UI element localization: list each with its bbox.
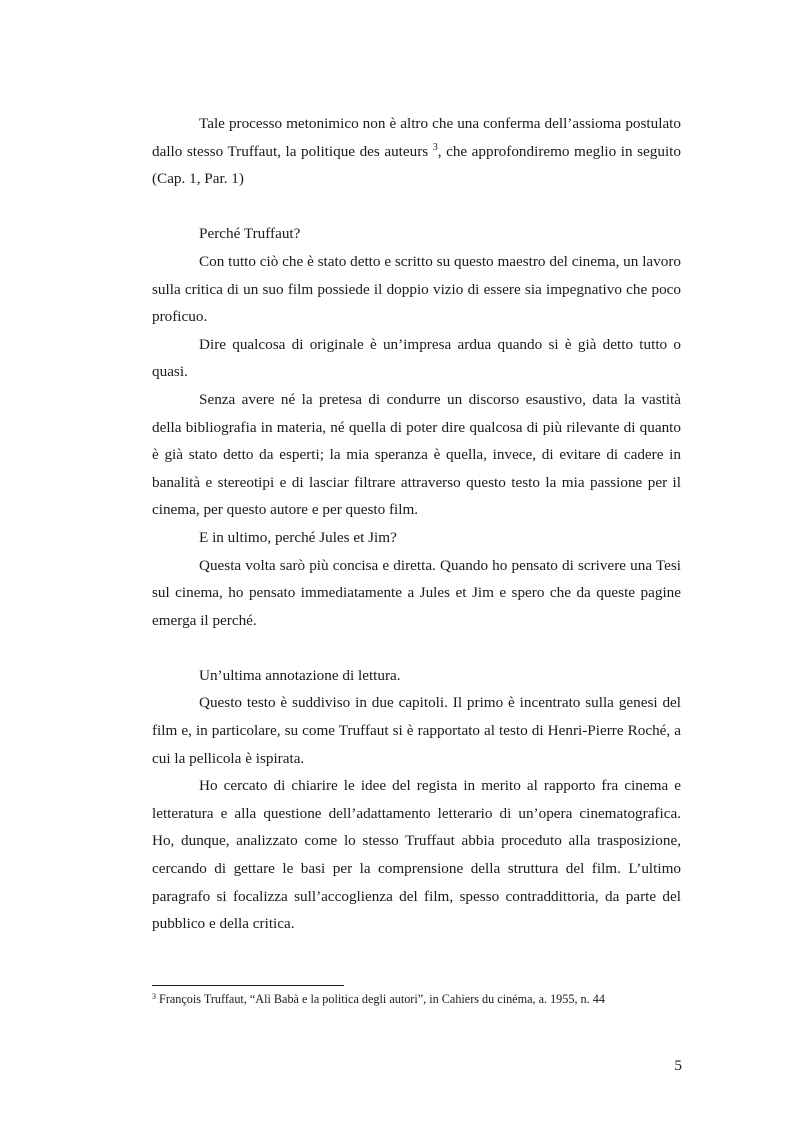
paragraph-metonymic-process: Tale processo metonimico non è altro che una conferma dell’assioma postulato dallo stesso Truffaut, la politique des auteurs $^3$, che approfondiremo meglio in seguito (Cap. 1, Par. 1) <box>152 115 681 188</box>
paragraph-why-jules-et-jim: E in ultimo, perché Jules et Jim? <box>199 528 397 546</box>
paragraph-originality: Dire qualcosa di originale è un’impresa ardua quando si è già detto tutto o quasi. <box>152 335 681 381</box>
paragraph-thesis-choice: Questa volta sarò più concisa e diretta. Quando ho pensato di scrivere una Tesi sul cinema, ho pensato immediatamente a Jules et Jim e spero che da queste pagine emerga il perché. <box>152 556 681 629</box>
paragraph-hope: Senza avere né la pretesa di condurre un discorso esaustivo, data la vastità della bibliografia in materia, né quella di poter dire qualcosa di più rilevante di quanto è già stato detto da esperti; la mia speranza è quella, invece, di evitare di cadere in banalità e stereotipi e di lasciar filtrare attraverso questo testo la mia passione per il cinema, per questo autore e per questo film. <box>152 390 681 519</box>
footnote-text: François Truffaut, “Alì Babà e la politica degli autori”, in Cahiers du cinéma, a. 1955, n. 44 <box>156 992 605 1006</box>
paragraph-two-chapters: Questo testo è suddiviso in due capitoli. Il primo è incentrato sulla genesi del film e, in particolare, su come Truffaut si è rapportato al testo di Henri-Pierre Roché, a cui la pellicola è ispirata. <box>152 694 681 767</box>
paragraph-director-ideas: Ho cercato di chiarire le idee del regista in merito al rapporto fra cinema e letteratura e alla questione dell’adattamento letterario di un’opera cinematografica. Ho, dunque, analizzato come lo stesso Truffaut abbia proceduto alla trasposizione, cercando di gettare le basi per la comprensione della struttura del film. L’ultimo paragrafo si focalizza sull’accoglienza del film, spesso contraddittoria, da parte del pubblico e della critica. <box>152 777 681 933</box>
paragraph-reading-note: Un’ultima annotazione di lettura. <box>199 666 401 684</box>
footnote <box>152 991 692 1007</box>
paragraph-why-truffaut: Perché Truffaut? <box>199 225 301 243</box>
page-number: 5 <box>674 1057 682 1074</box>
footnote-reference[interactable]: 3 <box>432 141 438 153</box>
footnote-divider <box>152 985 344 986</box>
footnote-number: 3 <box>152 992 156 1001</box>
paragraph-critique-work: Con tutto ciò che è stato detto e scritto su questo maestro del cinema, un lavoro sulla critica di un suo film possiede il doppio vizio di essere sia impegnativo che poco proficuo. <box>152 252 681 326</box>
body-text <box>152 110 681 938</box>
